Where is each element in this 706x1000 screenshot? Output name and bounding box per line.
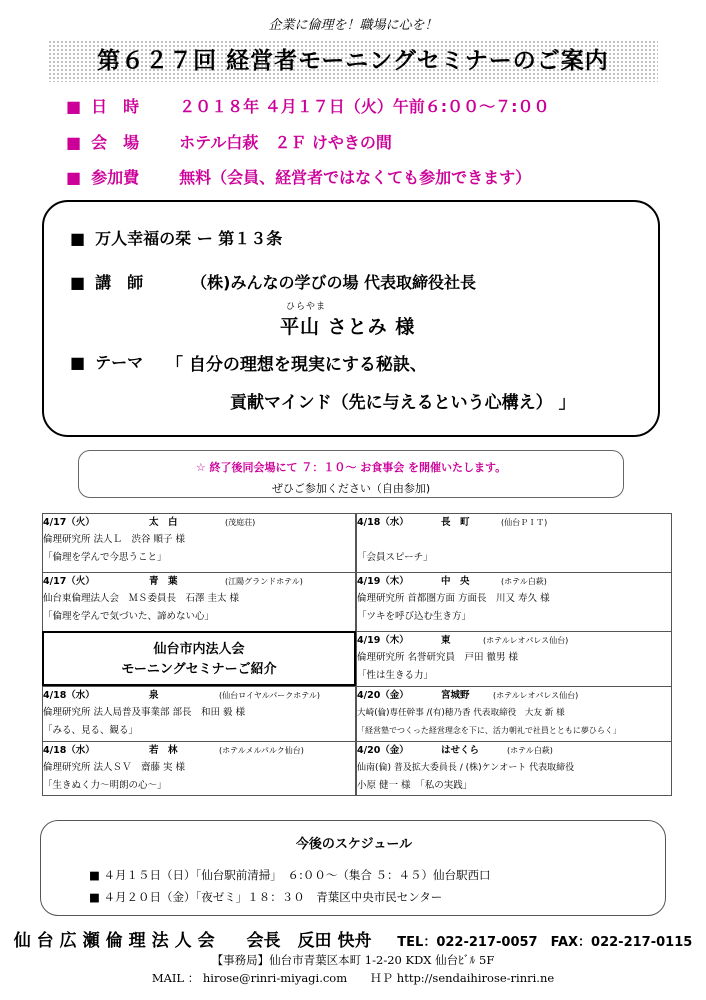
notice-line-2: ぜひご参加ください（自由参加) xyxy=(271,482,431,495)
seminar-cell xyxy=(356,572,672,631)
square-bullet-icon: ■ xyxy=(70,229,86,248)
cell-name: 青 葉 xyxy=(149,576,178,587)
article-row xyxy=(70,226,282,249)
cell-name: 太 白 xyxy=(149,517,178,528)
cell-speaker: 倫理研究所 法人ＳＶ 齋藤 実 様 xyxy=(43,762,186,773)
cell-location: (ホテルレオパレス仙台) xyxy=(483,636,569,645)
theme-label: テーマ xyxy=(95,353,144,372)
info-label: 参加費 xyxy=(91,168,140,187)
cell-theme: 「経営塾でつくった経営理念を下に、活力朝礼で社員とともに夢ひらく」 xyxy=(357,726,621,735)
seminar-details-box xyxy=(42,200,660,437)
cell-speaker: 仙南(倫) 普及拡大委員長 / (株)ケンオート 代表取締役 xyxy=(357,763,575,773)
theme-line-1: 「 自分の理想を現実にする秘訣、 xyxy=(166,355,427,375)
notice-line-1: ☆ 終了後同会場にて ７：１０～ お食事会 を開催いたします。 xyxy=(195,461,507,474)
dinner-notice xyxy=(78,450,624,498)
cell-name: 若 林 xyxy=(149,745,178,756)
cell-location: (ホテルレオパレス仙台) xyxy=(493,691,579,700)
cell-location: (仙台ロイヤルパークホテル) xyxy=(219,691,320,700)
tagline: 企業に倫理を！職場に心を！ xyxy=(268,18,438,33)
info-fee xyxy=(66,165,531,188)
cell-speaker: 倫理研究所 法人Ｌ 渋谷 順子 様 xyxy=(43,534,186,545)
seminar-cell xyxy=(42,572,356,631)
cell-date: 4/19（木） xyxy=(357,635,409,646)
page-title: 第６２７回 経営者モーニングセミナーのご案内 xyxy=(97,48,609,74)
cell-head xyxy=(357,632,671,650)
seminar-cell xyxy=(42,741,356,795)
cell-theme: 「倫理を学んで気づいた、諦めない心」 xyxy=(43,611,215,622)
cell-name: 宮城野 xyxy=(441,690,470,701)
cell-location: (ホテルメルパルク仙台) xyxy=(219,746,304,755)
seminar-cell xyxy=(356,631,672,686)
cell-location: (茂庭荘) xyxy=(225,518,256,527)
square-bullet-icon: ■ xyxy=(66,168,82,187)
cell-name: 東 xyxy=(441,635,451,646)
lecturer-label: 講 師 xyxy=(95,273,144,292)
cell-theme: 「性は生きる力」 xyxy=(357,670,434,681)
intro-line-2: モーニングセミナーご紹介 xyxy=(121,662,277,677)
seminar-cell xyxy=(356,686,672,741)
cell-head xyxy=(43,514,355,532)
cell-head xyxy=(43,687,355,705)
cell-speaker: 倫理研究所 首都圏方面 方面長 川又 寿久 様 xyxy=(357,593,550,604)
speaker-ruby: ひらやま xyxy=(286,302,327,312)
cell-name: はせくら xyxy=(441,745,480,756)
info-value: ２０１８年 ４月１７日（火）午前６:００～７:００ xyxy=(179,97,550,116)
local-seminar-intro xyxy=(42,631,356,686)
grid-bottom-border xyxy=(42,795,672,796)
footer-contact: TEL：022-217-0057 FAX：022-217-0115 xyxy=(397,935,693,950)
square-bullet-icon: ■ xyxy=(70,273,86,292)
seminar-grid xyxy=(42,513,672,795)
intro-line-1: 仙台市内法人会 xyxy=(153,642,245,657)
footer-mail: MAIL ： hirose@rinri-miyagi.com ＨＰ http://sendaihirose-rinri.ne xyxy=(151,971,555,985)
cell-head xyxy=(357,514,671,532)
cell-date: 4/18（水） xyxy=(43,690,95,701)
lecturer-org: （株)みんなの学びの場 代表取締役社長 xyxy=(191,273,477,292)
info-label: 日 時 xyxy=(91,97,140,116)
cell-location: (ホテル白萩) xyxy=(501,577,547,586)
cell-location: (江陽グランドホテル) xyxy=(225,577,303,586)
cell-date: 4/18（水） xyxy=(357,517,409,528)
schedule-item: ■ ４月１５日（日）「仙台駅前清掃」 ６:００～（集合 ５：４５）仙台駅西口 xyxy=(89,868,491,882)
cell-name: 泉 xyxy=(149,690,159,701)
cell-date: 4/17（火） xyxy=(43,517,95,528)
cell-head xyxy=(43,742,355,760)
cell-speaker: 仙台東倫理法人会 ＭＳ委員長 石澤 圭太 様 xyxy=(43,593,240,604)
article-text: 万人幸福の栞 ー 第１３条 xyxy=(95,229,283,248)
schedule-title: 今後のスケジュール xyxy=(295,837,413,852)
cell-speaker xyxy=(357,532,671,550)
cell-date: 4/20（金） xyxy=(357,690,409,701)
cell-theme: 「生きぬく力～明朗の心～」 xyxy=(43,780,167,791)
cell-speaker: 倫理研究所 名誉研究員 戸田 徹男 様 xyxy=(357,652,519,663)
seminar-cell xyxy=(42,513,356,572)
cell-head xyxy=(357,687,671,705)
square-bullet-icon: ■ xyxy=(66,133,82,152)
info-label: 会 場 xyxy=(91,133,140,152)
footer-main xyxy=(0,926,706,951)
cell-head xyxy=(43,573,355,591)
cell-theme: 「みる、見る、観る」 xyxy=(43,725,139,736)
info-venue xyxy=(66,130,392,153)
cell-name: 長 町 xyxy=(441,517,470,528)
info-value: 無料（会員、経営者ではなくても参加できます） xyxy=(179,168,532,187)
theme-line-2: 貢献マインド（先に与えるという心構え） 」 xyxy=(230,393,576,413)
cell-location: (仙台ＰＩＴ) xyxy=(501,518,548,527)
info-value: ホテル白萩 ２Ｆ けやきの間 xyxy=(179,133,392,152)
seminar-cell xyxy=(356,513,672,572)
square-bullet-icon: ■ xyxy=(70,353,86,372)
seminar-cell xyxy=(356,741,672,795)
square-bullet-icon: ■ xyxy=(66,97,82,116)
schedule-box xyxy=(40,820,666,916)
cell-location: (ホテル白萩) xyxy=(507,746,553,755)
footer-org: 仙台広瀬倫理法人会 xyxy=(13,931,221,951)
cell-name: 中 央 xyxy=(441,576,470,587)
cell-head xyxy=(357,742,671,760)
speaker-name: 平山 さとみ 様 xyxy=(280,316,416,338)
cell-date: 4/17（火） xyxy=(43,576,95,587)
cell-head xyxy=(357,573,671,591)
cell-theme: 「会員スピーチ」 xyxy=(357,552,433,563)
footer-address: 【事務局】仙台市青葉区本町 1-2-20 KDX 仙台ﾋﾞﾙ 5F xyxy=(211,953,495,967)
info-datetime xyxy=(66,94,550,117)
cell-date: 4/19（木） xyxy=(357,576,409,587)
cell-theme: 「倫理を学んで今思うこと」 xyxy=(43,552,167,563)
cell-speaker: 倫理研究所 法人局普及事業部 部長 和田 毅 様 xyxy=(43,707,246,718)
cell-date: 4/18（水） xyxy=(43,745,95,756)
cell-speaker: 大崎(倫)専任幹事 /(有)穂乃香 代表取締役 大友 新 様 xyxy=(357,708,565,718)
cell-theme: 「ツキを呼び込む生き方」 xyxy=(357,611,472,622)
schedule-item: ■ ４月２０日（金）「夜ゼミ」１８：３０ 青葉区中央市民センター xyxy=(89,890,443,904)
cell-theme: 小原 健一 様 「私の実践」 xyxy=(357,780,473,791)
seminar-cell xyxy=(42,686,356,741)
lecturer-row xyxy=(70,270,476,293)
footer-chair: 会長 反田 快舟 xyxy=(246,931,372,951)
cell-date: 4/20（金） xyxy=(357,745,409,756)
